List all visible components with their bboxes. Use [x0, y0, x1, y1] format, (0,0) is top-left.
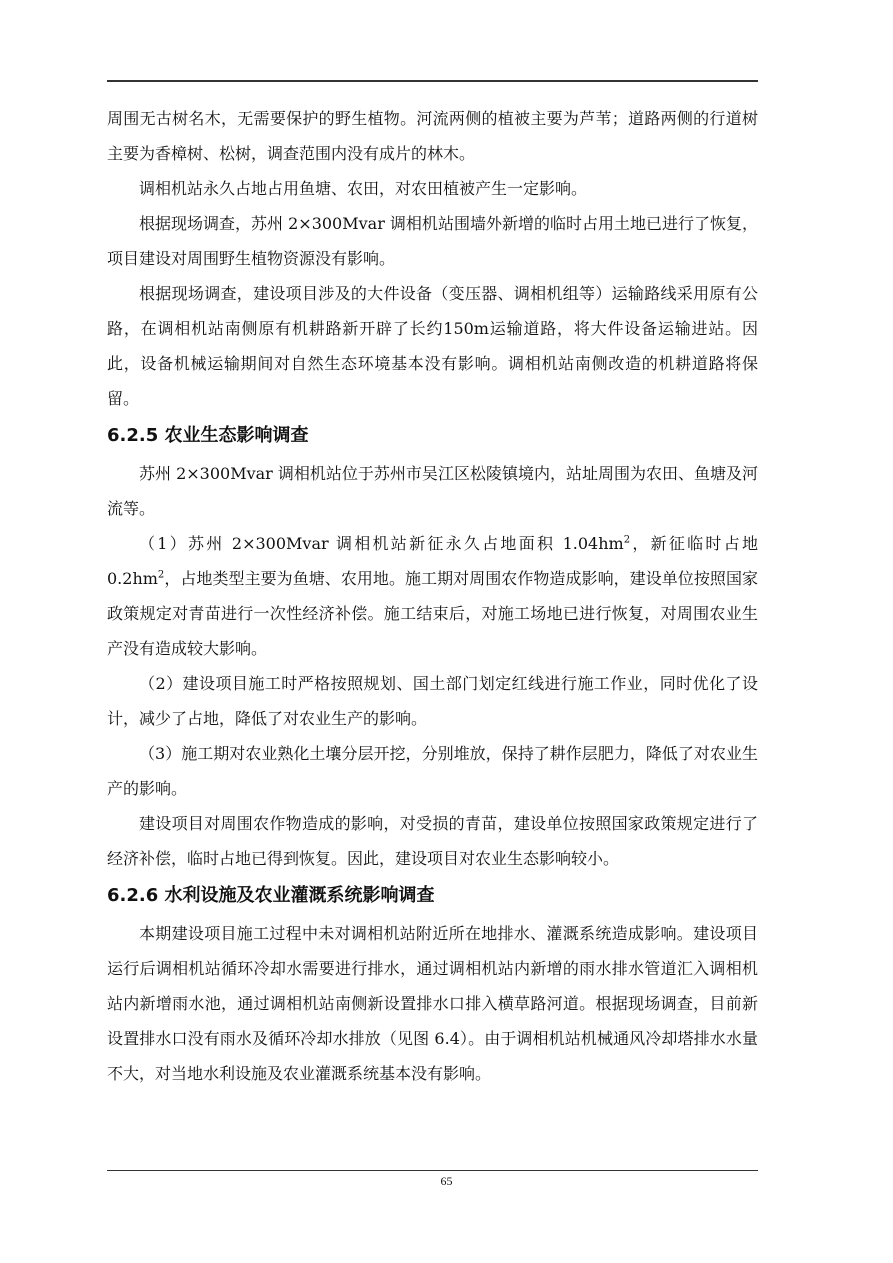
page-number: 65: [440, 1174, 453, 1188]
paragraph-vegetation: 周围无古树名木，无需要保护的野生植物。河流两侧的植被主要为芦苇；道路两侧的行道树主要为香樟树、松树，调查范围内没有成片的林木。: [107, 109, 758, 163]
item-1-part-c: ，占地类型主要为鱼塘、农用地。施工期对周围农作物造成影响，建设单位按照国家政策规定对青苗进行一次性经济补偿。施工结束后，对施工场地已进行恢复，对周围农业生产没有造成较大影响。: [107, 569, 758, 658]
paragraph-item-1: [107, 526, 758, 666]
paragraph-item-2: （2）建设项目施工时严格按照规划、国土部门划定红线进行施工作业，同时优化了设计，减少了占地，降低了对农业生产的影响。: [107, 674, 758, 728]
paragraph-temporary-land: 根据现场调查，苏州 2×300Mvar 调相机站围墙外新增的临时占用土地已进行了恢复，项目建设对周围野生植物资源没有影响。: [107, 214, 758, 268]
item-1-part-b: ，新征临时占地 0.2hm: [107, 534, 758, 588]
section-heading-irrigation: 6.2.6 水利设施及农业灌溉系统影响调查: [107, 885, 435, 906]
footer-rule: [107, 1170, 758, 1171]
paragraph-permanent-land: 调相机站永久占地占用鱼塘、农田，对农田植被产生一定影响。: [139, 179, 588, 198]
paragraph-transport-route: 根据现场调查，建设项目涉及的大件设备（变压器、调相机组等）运输路线采用原有公路，在调相机站南侧原有机耕路新开辟了长约150m运输道路，将大件设备运输进站。因此，设备机械运输期间对自然生态环境基本没有影响。调相机站南侧改造的机耕道路将保留。: [107, 284, 758, 408]
item-1-part-a: （1）苏州 2×300Mvar 调相机站新征永久占地面积 1.04hm: [139, 534, 624, 553]
paragraph-item-3: （3）施工期对农业熟化土壤分层开挖，分别堆放，保持了耕作层肥力，降低了对农业生产的影响。: [107, 744, 758, 798]
header-rule: [107, 80, 758, 82]
paragraph-agriculture-intro: 苏州 2×300Mvar 调相机站位于苏州市吴江区松陵镇境内，站址周围为农田、鱼塘及河流等。: [107, 464, 758, 518]
paragraph-agriculture-conclusion: 建设项目对周围农作物造成的影响，对受损的青苗，建设单位按照国家政策规定进行了经济补偿，临时占地已得到恢复。因此，建设项目对农业生态影响较小。: [107, 814, 758, 868]
page-body: [107, 101, 758, 1091]
paragraph-irrigation-body: 本期建设项目施工过程中未对调相机站附近所在地排水、灌溉系统造成影响。建设项目运行后调相机站循环冷却水需要进行排水，通过调相机站内新增的雨水排水管道汇入调相机站内新增雨水池，通过调相机站南侧新设置排水口排入横草路河道。根据现场调查，目前新设置排水口没有雨水及循环冷却水排放（见图 6.4）。由于调相机站机械通风冷却塔排水水量不大，对当地水利设施及农业灌溉系统基本没有影响。: [107, 924, 758, 1083]
superscript-2: 2: [157, 569, 165, 581]
superscript-2: 2: [623, 534, 631, 546]
section-heading-agriculture: 6.2.5 农业生态影响调查: [107, 425, 309, 446]
